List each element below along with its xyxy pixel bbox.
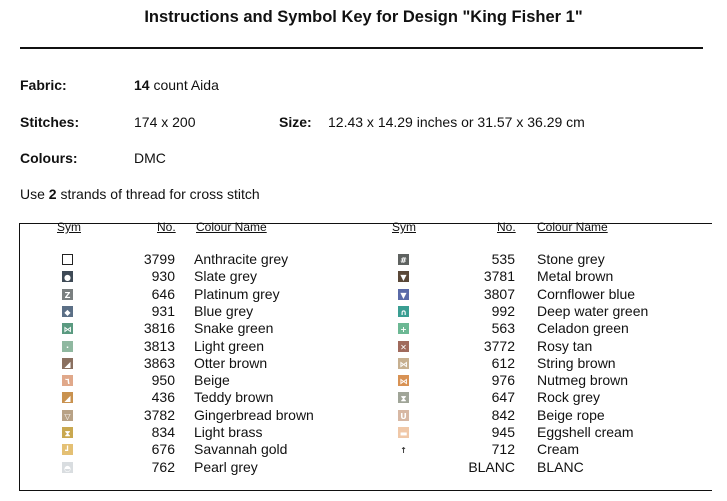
- colour-name: Beige rope: [537, 406, 605, 423]
- size-label: Size:: [279, 114, 312, 130]
- strands-pre: Use: [20, 186, 45, 202]
- colours-value: DMC: [134, 150, 166, 166]
- color-symbol-icon: ◢: [62, 392, 73, 403]
- size-value: 12.43 x 14.29 inches or 31.57 x 36.29 cm: [328, 114, 585, 130]
- dmc-number: 712: [491, 441, 515, 458]
- dmc-number: 762: [151, 458, 175, 475]
- color-symbol-icon: +: [398, 323, 409, 334]
- table-row: [0, 441, 727, 458]
- colour-name: Teddy brown: [194, 389, 274, 406]
- colour-name: Cornflower blue: [537, 285, 636, 302]
- table-row: [0, 459, 727, 476]
- colour-name: Light green: [194, 337, 265, 354]
- table-row: [0, 338, 727, 355]
- header-name-left: Colour Name: [196, 220, 267, 234]
- colour-name: Nutmeg brown: [537, 372, 629, 389]
- color-symbol-icon: #: [398, 254, 409, 265]
- color-symbol-icon: ✕: [398, 341, 409, 352]
- colour-name: Stone grey: [537, 251, 605, 267]
- page-title: Instructions and Symbol Key for Design "King Fisher 1": [144, 8, 583, 26]
- fabric-label: Fabric:: [20, 77, 67, 93]
- dmc-number: 3782: [143, 406, 175, 423]
- colour-name: Slate grey: [194, 268, 258, 285]
- color-symbol-icon: ◢: [62, 358, 73, 369]
- color-symbol-icon: ⋈: [63, 325, 72, 335]
- color-symbol-icon: ·: [62, 341, 73, 352]
- colour-name: Metal brown: [537, 268, 614, 285]
- table-row: [0, 424, 727, 441]
- colour-name: Eggshell cream: [537, 424, 634, 440]
- dmc-number: 834: [151, 424, 175, 440]
- fabric-text: count Aida: [153, 77, 219, 93]
- dmc-number: 3772: [483, 337, 515, 354]
- dmc-number: 3781: [483, 268, 515, 285]
- colour-name: Gingerbread brown: [194, 406, 314, 423]
- color-symbol-icon: ▼: [398, 271, 409, 282]
- fabric-count: 14: [134, 77, 150, 93]
- dmc-number: 930: [151, 268, 175, 285]
- dmc-number: 945: [491, 424, 515, 440]
- dmc-number: 3799: [143, 251, 175, 267]
- colour-name: Rosy tan: [537, 337, 593, 354]
- strands-post: strands of thread for cross stitch: [60, 186, 260, 202]
- dmc-number: 3807: [483, 285, 515, 302]
- color-symbol-icon: ┛: [62, 444, 73, 455]
- color-symbol-icon: ⋈: [399, 359, 408, 369]
- dmc-number: 976: [491, 372, 515, 389]
- stitches-label: Stitches:: [20, 114, 80, 130]
- colour-name: Savannah gold: [194, 441, 288, 458]
- colour-name: Platinum grey: [194, 285, 280, 302]
- strands-count: 2: [48, 186, 57, 202]
- colour-name: Anthracite grey: [194, 251, 289, 267]
- colour-name: Deep water green: [537, 302, 649, 319]
- dmc-number: 563: [491, 320, 515, 337]
- table-row: [0, 407, 727, 424]
- colour-name: String brown: [537, 354, 616, 371]
- colour-name: Snake green: [194, 320, 274, 337]
- dmc-number: 612: [491, 354, 515, 371]
- dmc-number: 646: [151, 285, 175, 302]
- table-row: [0, 251, 727, 268]
- header-name-right: Colour Name: [537, 220, 608, 234]
- dmc-number: 842: [491, 406, 515, 423]
- color-symbol-icon: ▽: [62, 410, 73, 421]
- header-no-left: No.: [157, 220, 176, 234]
- colour-name: BLANC: [537, 458, 584, 475]
- table-row: [0, 320, 727, 337]
- dmc-number: 3813: [143, 337, 175, 354]
- fabric-value: [134, 77, 219, 93]
- dmc-number: 535: [491, 251, 515, 267]
- color-symbol-icon: ∩: [398, 306, 409, 317]
- table-row: [0, 268, 727, 285]
- color-symbol-icon: ▬: [399, 429, 408, 438]
- colours-label: Colours:: [20, 150, 78, 166]
- color-symbol-icon: Z: [62, 289, 73, 300]
- header-sym-right: Sym: [392, 220, 416, 234]
- dmc-number: 3816: [143, 320, 175, 337]
- table-row: [0, 286, 727, 303]
- colour-name: Beige: [194, 372, 230, 389]
- table-row: [0, 389, 727, 406]
- stitches-value: 174 x 200: [134, 114, 196, 130]
- dmc-number: 3863: [143, 354, 175, 371]
- colour-name: Light brass: [194, 424, 263, 440]
- color-symbol-icon: ⧗: [62, 427, 73, 438]
- table-row: [0, 372, 727, 389]
- table-row: [0, 303, 727, 320]
- header-no-right: No.: [497, 220, 516, 234]
- title-divider: [20, 47, 703, 49]
- colour-name: Blue grey: [194, 302, 254, 319]
- table-row: [0, 355, 727, 372]
- dmc-number: 992: [491, 302, 515, 319]
- colour-name: Pearl grey: [194, 458, 258, 475]
- color-symbol-icon: ⋈: [399, 377, 408, 387]
- dmc-number: 647: [491, 389, 515, 406]
- color-symbol-icon: ⧗: [398, 392, 409, 403]
- header-sym-left: Sym: [57, 220, 81, 234]
- colour-name: Celadon green: [537, 320, 629, 337]
- color-symbol-icon: ◆: [62, 306, 73, 317]
- colour-name: Cream: [537, 441, 580, 458]
- color-symbol-icon: ↑: [398, 444, 409, 455]
- color-symbol-icon: U: [398, 410, 409, 421]
- color-symbol-icon: ▼: [398, 289, 409, 300]
- colour-name: Otter brown: [194, 354, 268, 371]
- color-symbol-icon: [398, 462, 409, 473]
- dmc-number: 436: [151, 389, 175, 406]
- dmc-number: 676: [151, 441, 175, 458]
- dmc-number: 931: [151, 302, 175, 319]
- dmc-number: 950: [151, 372, 175, 389]
- dmc-number: BLANC: [468, 458, 515, 475]
- color-symbol-icon: ●: [62, 271, 73, 282]
- color-symbol-icon: ◓: [62, 462, 73, 473]
- colour-name: Rock grey: [537, 389, 601, 406]
- strands-instruction: [20, 186, 260, 202]
- color-symbol-icon: ٦: [62, 375, 73, 386]
